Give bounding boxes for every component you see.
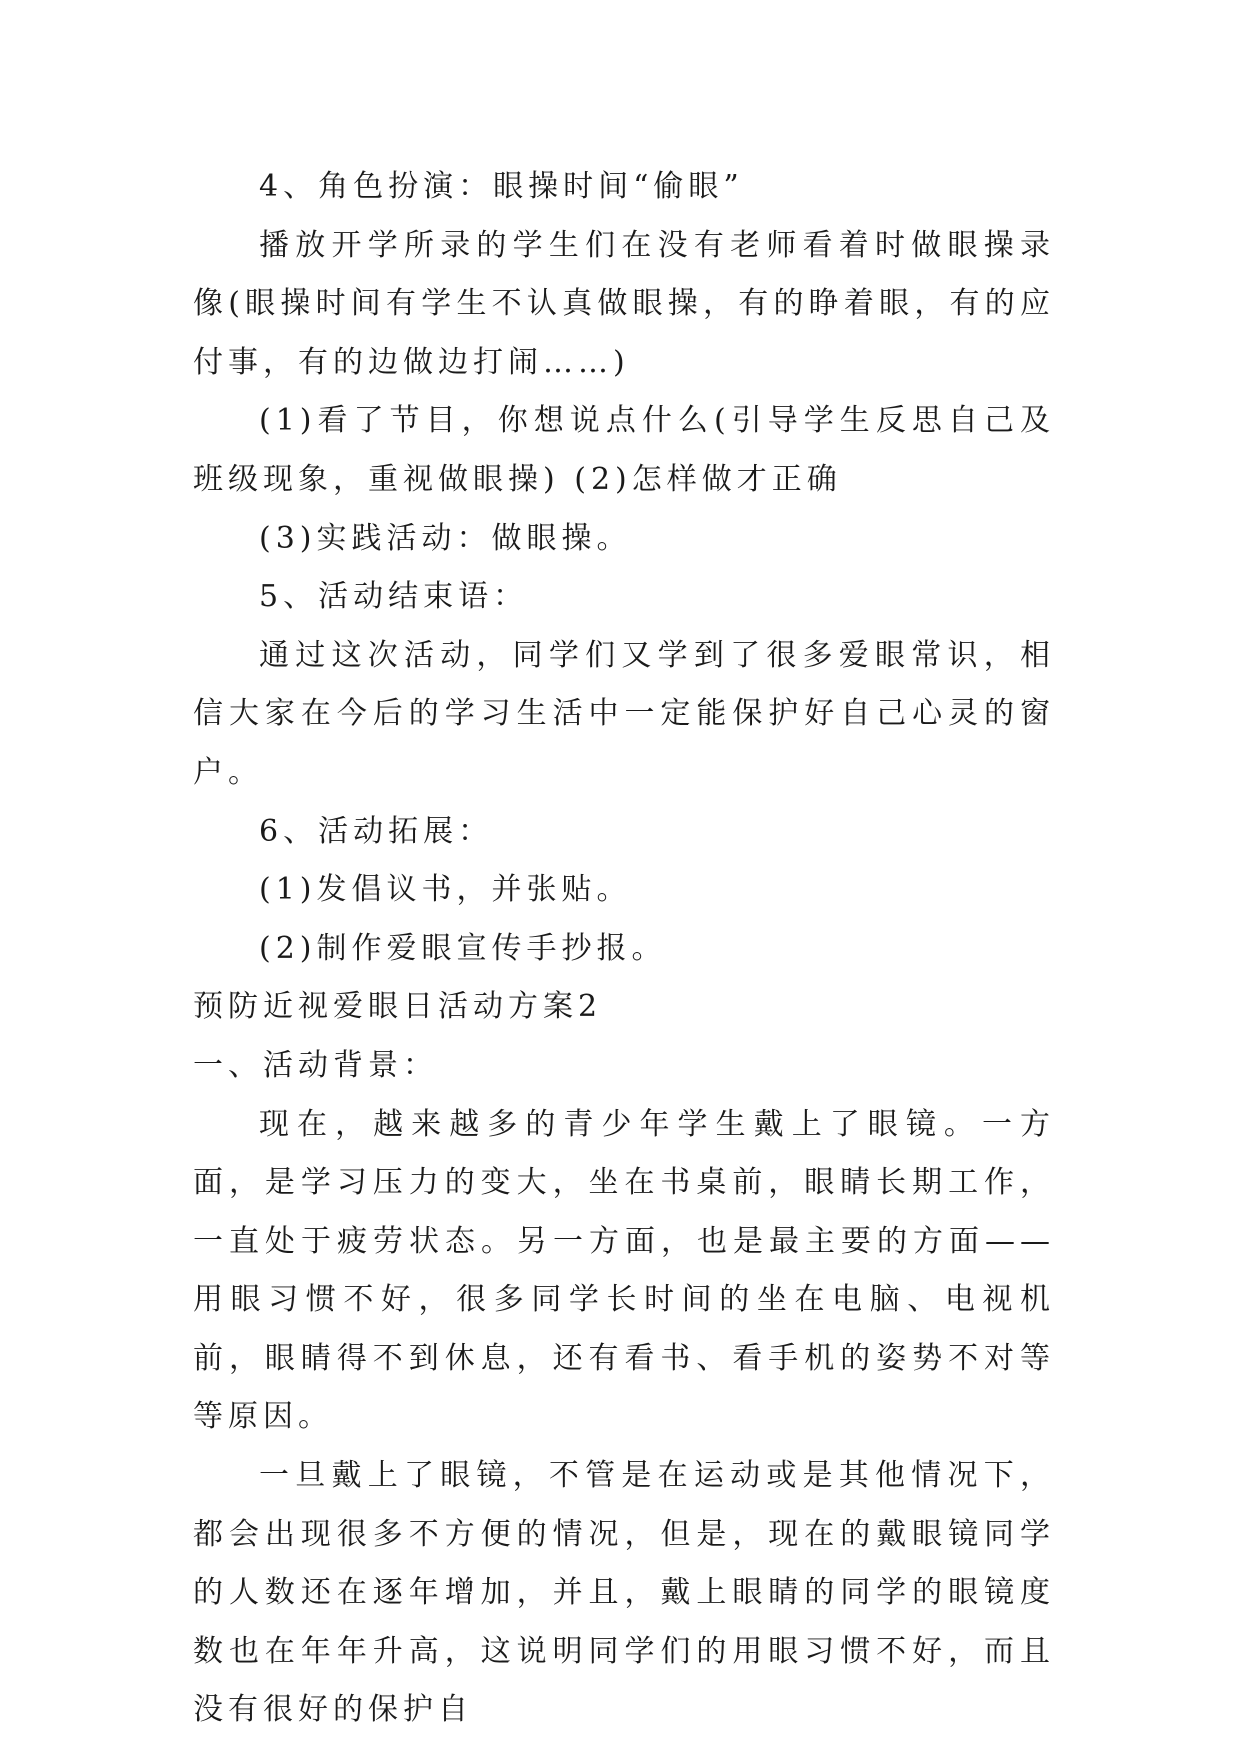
paragraph-extension-1: (1)发倡议书，并张贴。 [259,872,632,908]
section-heading-closing: 5、活动结束语： [259,579,529,615]
paragraph-background-2: 一旦戴上了眼镜，不管是在运动或是其他情况下，都会出现很多不方便的情况，但是，现在的戴眼镜同学的人数还在逐年增加，并且，戴上眼睛的同学的眼镜度数也在年年升高，这说明同学们的用眼习惯不好，而且没有很好的保护自 [193,1458,1055,1728]
paragraph-background-1: 现在，越来越多的青少年学生戴上了眼镜。一方面，是学习压力的变大，坐在书桌前，眼睛长期工作，一直处于疲劳状态。另一方面，也是最主要的方面——用眼习惯不好，很多同学长时间的坐在电脑、电视机前，眼睛得不到休息，还有看书、看手机的姿势不对等等原因。 [193,1106,1055,1435]
document-body [193,158,1055,1740]
document-title-plan-2: 预防近视爱眼日活动方案2 [193,989,603,1025]
paragraph-discussion-questions: (1)看了节目，你想说点什么(引导学生反思自己及班级现象，重视做眼操) (2)怎样做才正确 [193,403,1055,497]
section-heading-background: 一、活动背景： [193,1047,438,1083]
section-heading-role-play: 4、角色扮演：眼操时间“偷眼” [259,169,744,204]
section-heading-extension: 6、活动拓展： [259,813,494,849]
paragraph-closing-remarks: 通过这次活动，同学们又学到了很多爱眼常识，相信大家在今后的学习生活中一定能保护好自己心灵的窗户。 [193,637,1055,790]
paragraph-video-description: 播放开学所录的学生们在没有老师看着时做眼操录像(眼操时间有学生不认真做眼操，有的睁着眼，有的应付事，有的边做边打闹……) [193,227,1055,380]
paragraph-extension-2: (2)制作爱眼宣传手抄报。 [259,930,667,966]
paragraph-practice-activity: (3)实践活动：做眼操。 [259,520,632,556]
